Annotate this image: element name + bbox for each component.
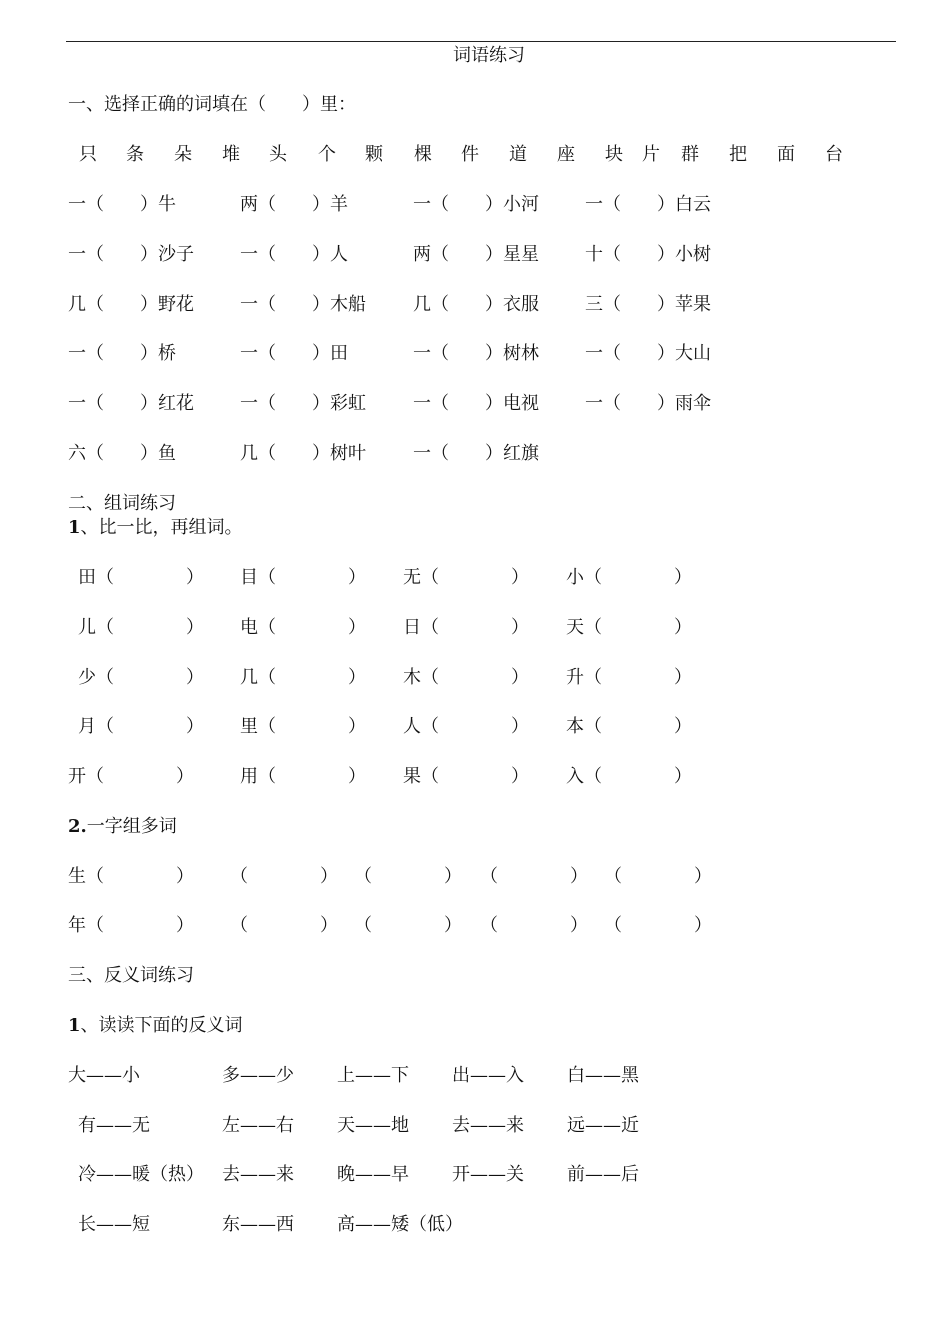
antonym-pair: 高——矮（低） — [337, 1214, 463, 1235]
part3-sub1-heading — [68, 1015, 243, 1037]
antonym-pair: 前——后 — [567, 1164, 639, 1185]
compare-item[interactable]: 升（ ） — [566, 667, 692, 688]
fill-blank-item[interactable]: 一（ ）大山 — [585, 343, 711, 364]
antonym-pair: 白——黑 — [567, 1065, 639, 1086]
compare-item[interactable]: 田（ ） — [78, 567, 204, 588]
fill-blank-item[interactable]: 两（ ）星星 — [413, 244, 539, 265]
multi-word-item[interactable]: （ ） — [480, 915, 588, 936]
compare-item[interactable]: 电（ ） — [240, 617, 366, 638]
antonym-pair: 去——来 — [452, 1115, 524, 1136]
compare-item[interactable]: 果（ ） — [403, 766, 529, 787]
compare-item[interactable]: 无（ ） — [403, 567, 529, 588]
part2-heading: 二、组词练习 — [68, 493, 176, 514]
antonym-pair: 晚——早 — [337, 1164, 409, 1185]
fill-blank-item[interactable]: 一（ ）小河 — [413, 194, 539, 215]
compare-item[interactable]: 几（ ） — [240, 667, 366, 688]
word-bank-item: 件 — [461, 144, 479, 165]
antonym-pair: 有——无 — [78, 1115, 150, 1136]
word-bank-item: 堆 — [222, 144, 240, 165]
fill-blank-item[interactable]: 一（ ）白云 — [585, 194, 711, 215]
word-bank-item: 棵 — [414, 144, 432, 165]
fill-blank-item[interactable]: 一（ ）田 — [240, 343, 348, 364]
sub1-number: 1 — [68, 1015, 81, 1036]
multi-word-item[interactable]: （ ） — [230, 915, 338, 936]
word-bank-item: 把 — [729, 144, 747, 165]
fill-blank-item[interactable]: 几（ ）树叶 — [240, 443, 366, 464]
antonym-pair: 开——关 — [452, 1164, 524, 1185]
fill-blank-item[interactable]: 几（ ）野花 — [68, 294, 194, 315]
part2-sub1-heading — [68, 517, 243, 539]
compare-item[interactable]: 人（ ） — [403, 716, 529, 737]
fill-blank-item[interactable]: 一（ ）木船 — [240, 294, 366, 315]
antonym-pair: 长——短 — [78, 1214, 150, 1235]
multi-word-item[interactable]: （ ） — [354, 915, 462, 936]
word-bank-item: 只 — [79, 144, 97, 165]
fill-blank-item[interactable]: 一（ ）红花 — [68, 393, 194, 414]
part3-heading: 三、反义词练习 — [68, 965, 194, 986]
fill-blank-item[interactable]: 两（ ）羊 — [240, 194, 348, 215]
multi-word-item[interactable]: 生（ ） — [68, 866, 194, 887]
word-bank-item: 座 — [557, 144, 575, 165]
compare-item[interactable]: 本（ ） — [566, 716, 692, 737]
multi-word-item[interactable]: （ ） — [354, 866, 462, 887]
compare-item[interactable]: 日（ ） — [403, 617, 529, 638]
word-bank-item: 头 — [269, 144, 287, 165]
compare-item[interactable]: 开（ ） — [68, 766, 194, 787]
antonym-pair: 去——来 — [222, 1164, 294, 1185]
compare-item[interactable]: 目（ ） — [240, 567, 366, 588]
word-bank-item: 块 — [605, 144, 623, 165]
antonym-pair: 多——少 — [222, 1065, 294, 1086]
antonym-pair: 出——入 — [452, 1065, 524, 1086]
part2-sub2-heading — [68, 816, 177, 838]
fill-blank-item[interactable]: 一（ ）桥 — [68, 343, 176, 364]
fill-blank-item[interactable]: 一（ ）人 — [240, 244, 348, 265]
multi-word-item[interactable]: （ ） — [480, 866, 588, 887]
sub2-text: 一字组多词 — [86, 816, 177, 837]
word-bank-item: 条 — [126, 144, 144, 165]
compare-item[interactable]: 里（ ） — [240, 716, 366, 737]
compare-item[interactable]: 少（ ） — [78, 667, 204, 688]
antonym-pair: 大——小 — [68, 1065, 140, 1086]
multi-word-item[interactable]: 年（ ） — [68, 915, 194, 936]
page-title: 词语练习 — [453, 45, 525, 66]
compare-item[interactable]: 儿（ ） — [78, 617, 204, 638]
sub2-number: 2. — [68, 816, 87, 837]
word-bank-item: 道 — [509, 144, 527, 165]
word-bank-item: 个 — [318, 144, 336, 165]
multi-word-item[interactable]: （ ） — [604, 866, 712, 887]
fill-blank-item[interactable]: 十（ ）小树 — [585, 244, 711, 265]
compare-item[interactable]: 用（ ） — [240, 766, 366, 787]
compare-item[interactable]: 木（ ） — [403, 667, 529, 688]
sub1-text: 、比一比，再组词。 — [80, 517, 243, 538]
compare-item[interactable]: 天（ ） — [566, 617, 692, 638]
multi-word-item[interactable]: （ ） — [230, 866, 338, 887]
word-bank-item: 朵 — [174, 144, 192, 165]
antonym-pair: 左——右 — [222, 1115, 294, 1136]
word-bank-item: 颗 — [365, 144, 383, 165]
fill-blank-item[interactable]: 六（ ）鱼 — [68, 443, 176, 464]
word-bank-item: 台 — [825, 144, 843, 165]
fill-blank-item[interactable]: 一（ ）电视 — [413, 393, 539, 414]
antonym-pair: 冷——暖（热） — [78, 1164, 204, 1185]
fill-blank-item[interactable]: 一（ ）彩虹 — [240, 393, 366, 414]
antonym-pair: 远——近 — [567, 1115, 639, 1136]
compare-item[interactable]: 小（ ） — [566, 567, 692, 588]
word-bank-item: 面 — [777, 144, 795, 165]
fill-blank-item[interactable]: 三（ ）苹果 — [585, 294, 711, 315]
compare-item[interactable]: 月（ ） — [78, 716, 204, 737]
fill-blank-item[interactable]: 一（ ）雨伞 — [585, 393, 711, 414]
antonym-pair: 东——西 — [222, 1214, 294, 1235]
antonym-pair: 天——地 — [337, 1115, 409, 1136]
fill-blank-item[interactable]: 几（ ）衣服 — [413, 294, 539, 315]
sub1-text: 、读读下面的反义词 — [80, 1015, 243, 1036]
word-bank-item: 群 — [681, 144, 699, 165]
compare-item[interactable]: 入（ ） — [566, 766, 692, 787]
top-rule — [66, 41, 896, 42]
fill-blank-item[interactable]: 一（ ）牛 — [68, 194, 176, 215]
word-bank-item: 片 — [642, 144, 660, 165]
fill-blank-item[interactable]: 一（ ）沙子 — [68, 244, 194, 265]
sub1-number: 1 — [68, 517, 81, 538]
multi-word-item[interactable]: （ ） — [604, 915, 712, 936]
fill-blank-item[interactable]: 一（ ）红旗 — [413, 443, 539, 464]
fill-blank-item[interactable]: 一（ ）树林 — [413, 343, 539, 364]
part1-instruction: 一、选择正确的词填在（ ）里： — [68, 94, 356, 115]
antonym-pair: 上——下 — [337, 1065, 409, 1086]
